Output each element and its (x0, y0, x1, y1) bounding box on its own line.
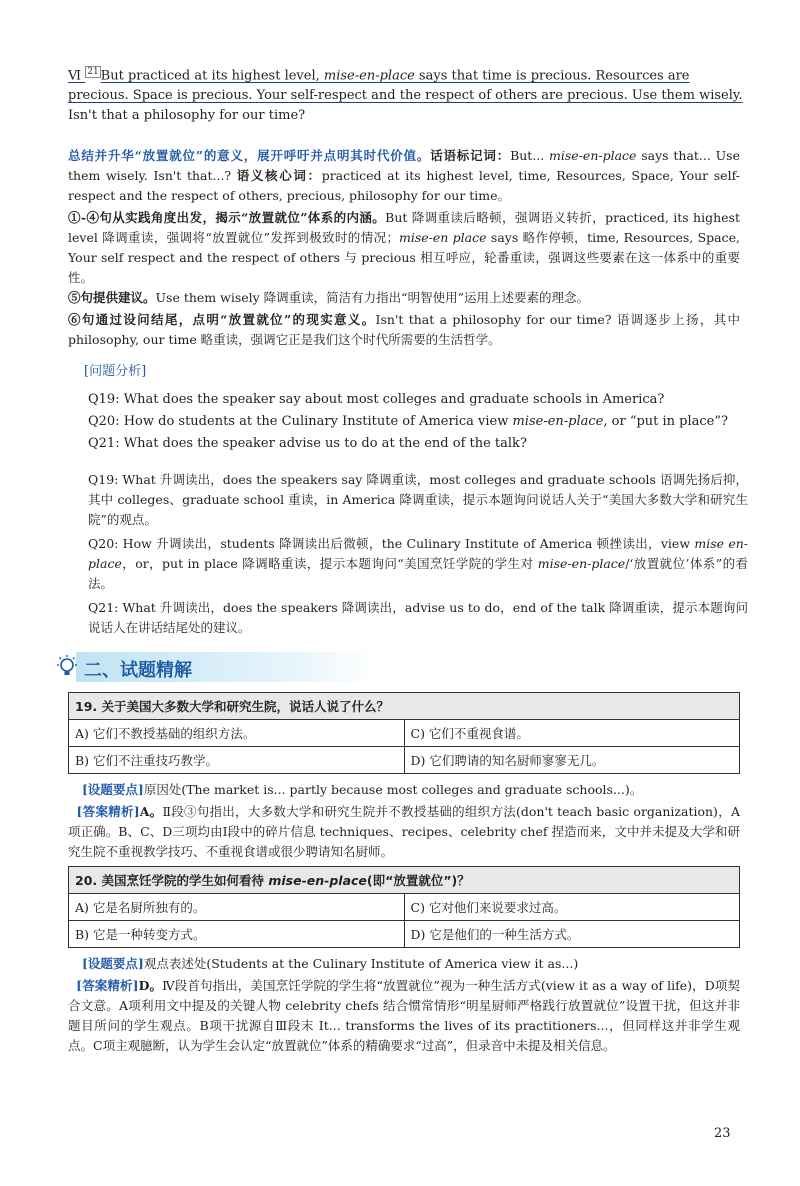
section-title: 二、试题精解 (84, 660, 192, 681)
analysis-paragraph-4 (68, 310, 740, 350)
answer-analysis-19: Q19: What 升调读出，does the speakers say 降调重读，most colleges and graduate schools 语调先扬后抑，其中 colleges、graduate school 重读，in America 降调重读，提示本题询问说话人关于“美国大多数大学和研究生院”的观点。 (88, 472, 748, 527)
analysis-text: /‘放置就位’体系”的看法。 (88, 556, 748, 591)
answer-analysis-21: Q21: What 升调读出，does the speakers 降调读出，advise us to do，end of the talk 降调重读，提示本题询问说话人在讲话结尾处的建议。 (88, 600, 748, 635)
source-line-1 (68, 66, 748, 86)
q20-key-point (82, 954, 740, 974)
question-title-text: 20. 美国烹饪学院的学生如何看待 (75, 873, 269, 888)
source-paragraph (68, 66, 748, 126)
analysis-text: Isn't that a philosophy for our time? 语调逐步上扬，其中 philosophy, our time 略重读，强调它正是我们这个时代所需要的生活哲学。 (68, 312, 740, 347)
analysis-heading: ⑥句通过设问结尾，点明“放置就位”的现实意义。 (68, 312, 376, 327)
answer-text: Ⅳ段首句指出，美国烹饪学院的学生将“放置就位”视为一种生活方式(view it as a way of life)，D项契合文意。A项利用文中提及的关键人物 celebrity chefs 结合惯常情形“明星厨师严格践行放置就位”设置干扰，但这并非题目所问的学生观点。B项干扰源自Ⅲ段末 It... transforms the lives of its practitioners...，但同样这并非学生观点。C项主观臆断，认为学生会认定“放置就位”体系的精确要求“过高”，但录音中未提及相关信息。 (68, 978, 740, 1053)
analysis-heading: ①-④句从实践角度出发，揭示“放置就位”体系的内涵。 (68, 210, 386, 225)
key-point-label: [设题要点] (82, 956, 144, 971)
answer-letter: D。 (138, 978, 163, 993)
option-c: C) 它们不重视食谱。 (404, 720, 740, 747)
key-point-text: 观点表述处(Students at the Culinary Institute of America view it as...) (143, 956, 579, 971)
analysis-text: says that... Use them wisely. Isn't that...? (68, 148, 740, 183)
answer-label: [答案精析] (76, 978, 139, 993)
analysis-text: Q20: How 升调读出，students 降调读出后微顿，the Culinary Institute of America 顿挫读出，view (88, 536, 695, 551)
label-core-words: 语义核心词： (236, 168, 322, 183)
source-text: says that time is precious. Resources are (414, 68, 690, 84)
analysis-text: ，or，put in place 降调略重读，提示本题询问“美国烹饪学院的学生对 (121, 556, 538, 571)
question-title-text: (即“放置就位”)？ (366, 873, 470, 888)
roman-numeral: Ⅵ (68, 68, 82, 84)
option-d: D) 它是他们的一种生活方式。 (404, 921, 740, 948)
question-text: , or “put in place”? (603, 414, 728, 429)
question-title-term: mise-en-place (268, 873, 367, 888)
analysis-paragraph-3 (68, 288, 740, 308)
analysis-summary: 总结并升华“放置就位”的意义，展开呼吁并点明其时代价值。 (68, 148, 431, 163)
label-markers: 话语标记词： (430, 148, 511, 163)
key-point-label: [设题要点] (82, 782, 144, 797)
option-b: B) 它是一种转变方式。 (69, 921, 405, 948)
question-20-table (68, 866, 740, 948)
analysis-text: But 降调重读后略顿，强调语义转折，practiced, its highest level 降调重读，强调将“放置就位”发挥到极致时的情况； (68, 210, 740, 245)
analysis-text: practiced at its highest level, time, Resources, Space, Your self-respect and the respect of others, precious, philosophy for our time。 (68, 168, 740, 203)
key-point-text: 原因处(The market is... partly because most colleges and graduate schools...)。 (143, 782, 643, 797)
lightbulb-icon (54, 654, 80, 680)
q19-answer-analysis (68, 802, 740, 862)
question-21-line: Q21: What does the speaker advise us to do at the end of the talk? (88, 436, 527, 451)
sentence-marker: 21 (87, 67, 99, 77)
analysis-text: Use them wisely 降调重读，简洁有力指出“明智使用”运用上述要素的理念。 (155, 290, 589, 305)
q20-answer-analysis (68, 976, 740, 1056)
q19-key-point (82, 780, 740, 800)
option-c: C) 它对他们来说要求过高。 (404, 894, 740, 921)
question-20-line (88, 412, 748, 432)
source-term: mise-en-place (323, 68, 415, 84)
analysis-text: says 略作停顿，time, Resources, Space, Your self respect and the respect of others 与 precious 相互呼应，轮番重读，强调这些要素在这一体系中的重要性。 (68, 230, 740, 285)
answer-text: Ⅱ段③句指出，大多数大学和研究生院并不教授基础的组织方法(don't teach basic organization)，A项正确。B、C、D三项均由Ⅰ段中的碎片信息 techniques、recipes、celebrity chef 捏造而来，文中并未提及大学和研究生院不重视教学技巧、不重视食谱或很少聘请知名厨师。 (68, 804, 741, 859)
answer-letter: A。 (139, 804, 163, 819)
analysis-paragraph-2 (68, 208, 740, 288)
answer-label: [答案精析] (76, 804, 140, 819)
analysis-term: mise-en-place (537, 556, 626, 571)
question-19-line: Q19: What does the speaker say about most colleges and graduate schools in America? (88, 392, 665, 407)
source-line-3: Isn't that a philosophy for our time? (68, 108, 306, 124)
analysis-term: mise-en place (398, 230, 487, 245)
question-text: Q20: How do students at the Culinary Institute of America view (88, 414, 513, 429)
source-text: But practiced at its highest level, (100, 68, 324, 84)
answer-analysis-20 (88, 534, 748, 594)
option-b: B) 它们不注重技巧教学。 (69, 747, 405, 774)
analysis-paragraph-1 (68, 146, 740, 206)
question-term: mise-en-place (512, 414, 604, 429)
question-20-title (69, 867, 740, 894)
analysis-term: mise-en-place (549, 148, 637, 163)
question-19-table (68, 692, 740, 774)
section-header (54, 652, 754, 684)
question-19-title: 19. 关于美国大多数大学和研究生院，说话人说了什么？ (69, 693, 740, 720)
analysis-term: mise en-place (88, 536, 748, 571)
option-a: A) 它们不教授基础的组织方法。 (69, 720, 405, 747)
analysis-text: But... (510, 148, 550, 163)
source-line-2: precious. Space is precious. Your self-respect and the respect of others are precious. Use them wisely. (68, 88, 743, 104)
problem-analysis-heading: [问题分析] (84, 364, 147, 379)
option-a: A) 它是名厨所独有的。 (69, 894, 405, 921)
option-d: D) 它们聘请的知名厨师寥寥无几。 (404, 747, 740, 774)
analysis-heading: ⑤句提供建议。 (68, 290, 156, 305)
page-number: 23 (714, 1126, 731, 1141)
